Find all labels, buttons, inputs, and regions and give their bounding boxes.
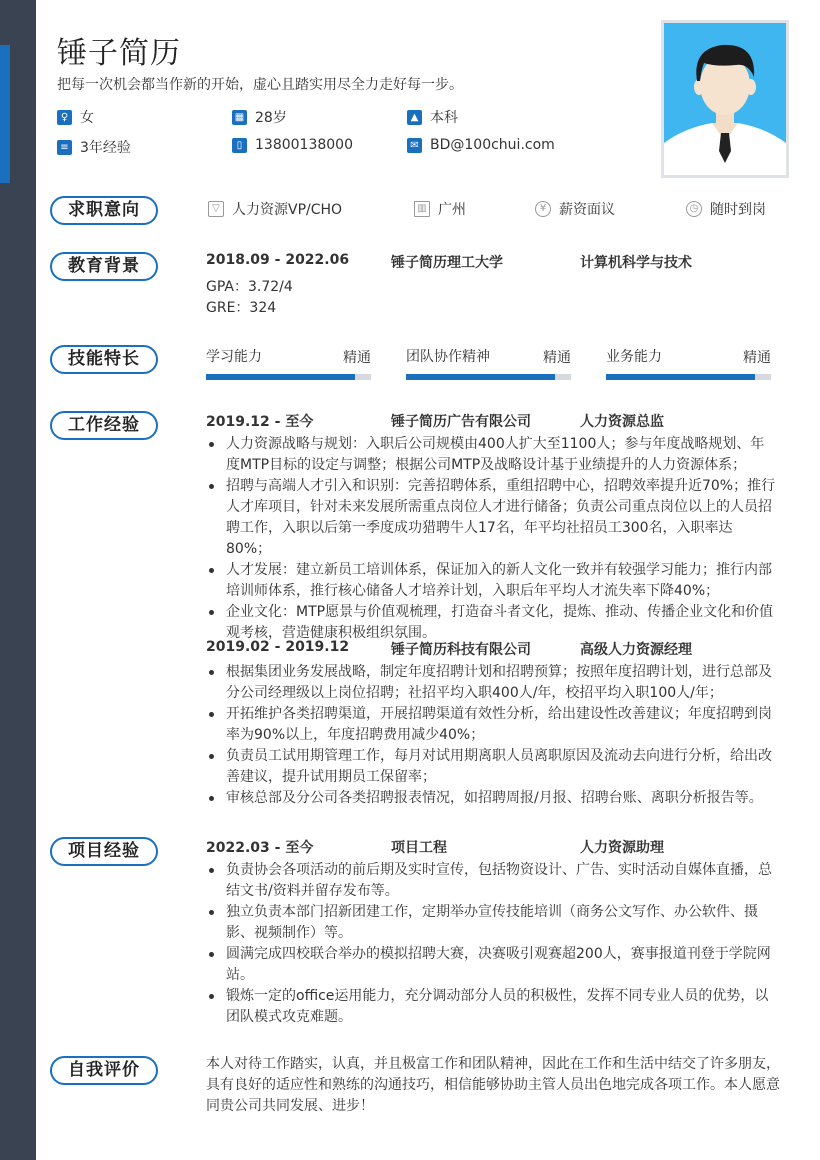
- skill-fill: [406, 374, 555, 380]
- education-major: 计算机科学与技术: [580, 255, 692, 271]
- email-value[interactable]: BD@100chui.com: [430, 137, 555, 153]
- age-info: [232, 107, 287, 127]
- education-info: [407, 107, 458, 127]
- skill-fill: [606, 374, 755, 380]
- skill-level: 精通: [543, 350, 571, 366]
- experience-value: 3年经验: [80, 140, 131, 156]
- list-item: 人力资源战略与规划：入职后公司规模由400人扩大至1100人；参与年度战略规划、年度MTP目标的设定与调整；根据公司MTP及战略设计基于业绩提升的人力资源体系；: [206, 434, 776, 476]
- work-period: 2019.02 - 2019.12: [206, 639, 350, 655]
- skill-bar: [606, 374, 771, 380]
- experience-info: [57, 137, 131, 157]
- gender-value: 女: [80, 110, 94, 126]
- phone-icon: ▯: [232, 138, 247, 153]
- intent-position-value: 人力资源VP/CHO: [232, 202, 343, 218]
- work-period: 2019.12 - 至今: [206, 414, 314, 430]
- graduation-cap-icon: ▲: [407, 110, 422, 125]
- resume-name: 锤子简历: [57, 36, 181, 71]
- skill-item: [406, 346, 571, 366]
- list-item: 根据集团业务发展战略，制定年度招聘计划和招聘预算；按照年度招聘计划，进行总部及分公司经理级以上岗位招聘；社招平均入职400人/年，校招平均入职100人/年；: [206, 662, 776, 704]
- skill-item: [606, 346, 771, 366]
- self-evaluation: 本人对待工作踏实，认真，并且极富工作和团队精神，因此在工作和生活中结交了许多朋友，具有良好的适应性和熟练的沟通技巧，相信能够协助主管人员出色地完成各项工作。本人愿意同贵公司共同发展、进步！: [206, 1056, 780, 1114]
- education-gpa: GPA：3.72/4: [206, 279, 293, 295]
- section-title-work: 工作经验: [50, 411, 158, 440]
- sidebar-accent: [0, 45, 10, 183]
- yen-icon: ¥: [535, 201, 551, 217]
- list-item: 开拓维护各类招聘渠道，开展招聘渠道有效性分析，给出建设性改善建议；年度招聘到岗率为90%以上，年度招聘费用减少40%；: [206, 704, 776, 746]
- intent-position: [208, 199, 342, 219]
- list-item: 负责协会各项活动的前后期及实时宣传，包括物资设计、广告、实时活动自媒体直播，总结文书/资料并留存发布等。: [206, 860, 776, 902]
- project-role: 人力资源助理: [580, 840, 664, 856]
- age-value: 28岁: [255, 110, 287, 126]
- list-item: 锻炼一定的office运用能力，充分调动部分人员的积极性，发挥不同专业人员的优势，以团队模式攻克难题。: [206, 986, 776, 1028]
- skill-level: 精通: [743, 350, 771, 366]
- skill-name: 学习能力: [206, 349, 262, 365]
- education-gre: GRE：324: [206, 300, 277, 316]
- skill-bar: [206, 374, 371, 380]
- education-school: 锤子简历理工大学: [391, 255, 503, 271]
- skill-level: 精通: [343, 350, 371, 366]
- skill-name: 团队协作精神: [406, 349, 490, 365]
- tie-icon: ▽: [208, 201, 224, 217]
- work-title: 人力资源总监: [580, 414, 664, 430]
- project-name: 项目工程: [391, 840, 447, 856]
- work-company: 锤子简历科技有限公司: [391, 642, 531, 658]
- id-card-icon: ≡: [57, 140, 72, 155]
- calendar-icon: ▦: [232, 110, 247, 125]
- intent-city: [414, 199, 466, 219]
- list-item: 负责员工试用期管理工作，每月对试用期离职人员离职原因及流动去向进行分析，给出改善建议，提升试用期员工保留率；: [206, 746, 776, 788]
- building-icon: ▥: [414, 201, 430, 217]
- list-item: 独立负责本部门招新团建工作，定期举办宣传技能培训（商务公文写作、办公软件、摄影、视频制作）等。: [206, 902, 776, 944]
- list-item: 人才发展：建立新员工培训体系，保证加入的新人文化一致并有较强学习能力；推行内部培训师体系，推行核心储备人才培养计划，入职后年平均人才流失率下降40%；: [206, 560, 776, 602]
- gender-info: [57, 107, 94, 127]
- education-value: 本科: [430, 110, 458, 126]
- left-sidebar: [0, 0, 36, 1160]
- phone-info: [232, 137, 353, 153]
- section-title-self: 自我评价: [50, 1056, 158, 1085]
- skill-name: 业务能力: [606, 349, 662, 365]
- section-title-skills: 技能特长: [50, 345, 158, 374]
- skill-item: [206, 346, 371, 366]
- project-duties: [206, 860, 776, 1028]
- list-item: 招聘与高端人才引入和识别：完善招聘体系，重组招聘中心，招聘效率提升近70%；推行人才库项目，针对未来发展所需重点岗位人才进行储备；负责公司重点岗位以上的人员招聘工作，入职以后第一季度成功猎聘牛人17名，年平均社招员工300名，入职率达80%；: [206, 476, 776, 560]
- skill-bar: [406, 374, 571, 380]
- work-duties: [206, 434, 776, 644]
- avatar: [661, 20, 789, 178]
- list-item: 审核总部及分公司各类招聘报表情况，如招聘周报/月报、招聘台账、离职分析报告等。: [206, 788, 776, 809]
- skill-fill: [206, 374, 355, 380]
- section-title-education: 教育背景: [50, 252, 158, 281]
- work-duties: [206, 662, 776, 809]
- education-period: 2018.09 - 2022.06: [206, 252, 350, 268]
- intent-salary: [535, 199, 615, 219]
- intent-availability-value: 随时到岗: [710, 202, 766, 218]
- list-item: 企业文化：MTP愿景与价值观梳理，打造奋斗者文化，提炼、推动、传播企业文化和价值观考核，营造健康积极组织氛围。: [206, 602, 776, 644]
- mail-icon: ✉: [407, 138, 422, 153]
- section-title-intent: 求职意向: [50, 196, 158, 225]
- project-period: 2022.03 - 至今: [206, 840, 314, 856]
- intent-salary-value: 薪资面议: [559, 202, 615, 218]
- list-item: 圆满完成四校联合举办的模拟招聘大赛，决赛吸引观赛超200人，赛事报道刊登于学院网站。: [206, 944, 776, 986]
- section-title-project: 项目经验: [50, 837, 158, 866]
- motto: 把每一次机会都当作新的开始，虚心且踏实用尽全力走好每一步。: [57, 77, 463, 93]
- work-title: 高级人力资源经理: [580, 642, 692, 658]
- intent-city-value: 广州: [438, 202, 466, 218]
- work-company: 锤子简历广告有限公司: [391, 414, 531, 430]
- email-info: [407, 137, 555, 153]
- clock-icon: ◷: [686, 201, 702, 217]
- female-icon: ♀: [57, 110, 72, 125]
- phone-value: 13800138000: [255, 137, 353, 153]
- intent-availability: [686, 199, 766, 219]
